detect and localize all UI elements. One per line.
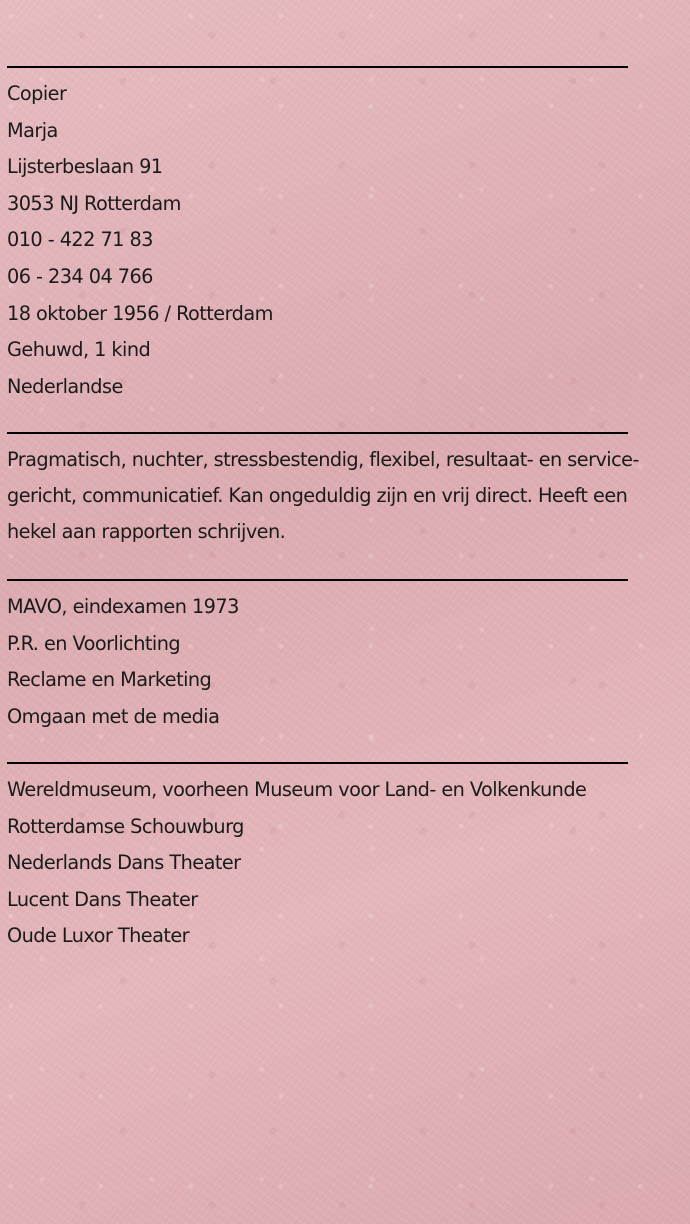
postal-code-city: 3053 NJ Rotterdam bbox=[7, 191, 181, 215]
education-item: Reclame en Marketing bbox=[7, 668, 212, 692]
education-item: Omgaan met de media bbox=[7, 704, 220, 728]
street-address: Lijsterbeslaan 91 bbox=[7, 155, 163, 179]
experience-item: Nederlands Dans Theater bbox=[7, 851, 241, 875]
experience-list bbox=[7, 772, 682, 955]
phone-mobile: 06 - 234 04 766 bbox=[7, 264, 153, 288]
education-item: MAVO, eindexamen 1973 bbox=[7, 595, 239, 618]
profile-line: gericht, communicatief. Kan ongeduldig zijn en vrij direct. Heeft een bbox=[7, 484, 628, 507]
experience-item: Lucent Dans Theater bbox=[7, 887, 198, 911]
first-name: Marja bbox=[7, 118, 58, 142]
surname: Copier bbox=[7, 82, 67, 105]
section-divider-personal bbox=[7, 66, 628, 68]
phone-landline: 010 - 422 71 83 bbox=[7, 228, 153, 252]
profile-line: Pragmatisch, nuchter, stressbestendig, flexibel, resultaat- en service- bbox=[7, 448, 639, 471]
section-divider-experience bbox=[7, 762, 628, 764]
nationality: Nederlandse bbox=[7, 374, 123, 398]
section-divider-profile bbox=[7, 432, 628, 434]
experience-item: Rotterdamse Schouwburg bbox=[7, 814, 244, 838]
experience-item: Wereldmuseum, voorheen Museum voor Land- en Volkenkunde bbox=[7, 778, 587, 801]
profile-line: hekel aan rapporten schrijven. bbox=[7, 520, 286, 543]
section-divider-education bbox=[7, 579, 628, 581]
marital-status: Gehuwd, 1 kind bbox=[7, 338, 151, 362]
personal-details bbox=[7, 76, 682, 405]
birth-date-place: 18 oktober 1956 / Rotterdam bbox=[7, 301, 273, 325]
experience-item: Oude Luxor Theater bbox=[7, 924, 190, 948]
education-item: P.R. en Voorlichting bbox=[7, 631, 181, 655]
education-list bbox=[7, 589, 682, 735]
profile-description bbox=[7, 442, 682, 550]
